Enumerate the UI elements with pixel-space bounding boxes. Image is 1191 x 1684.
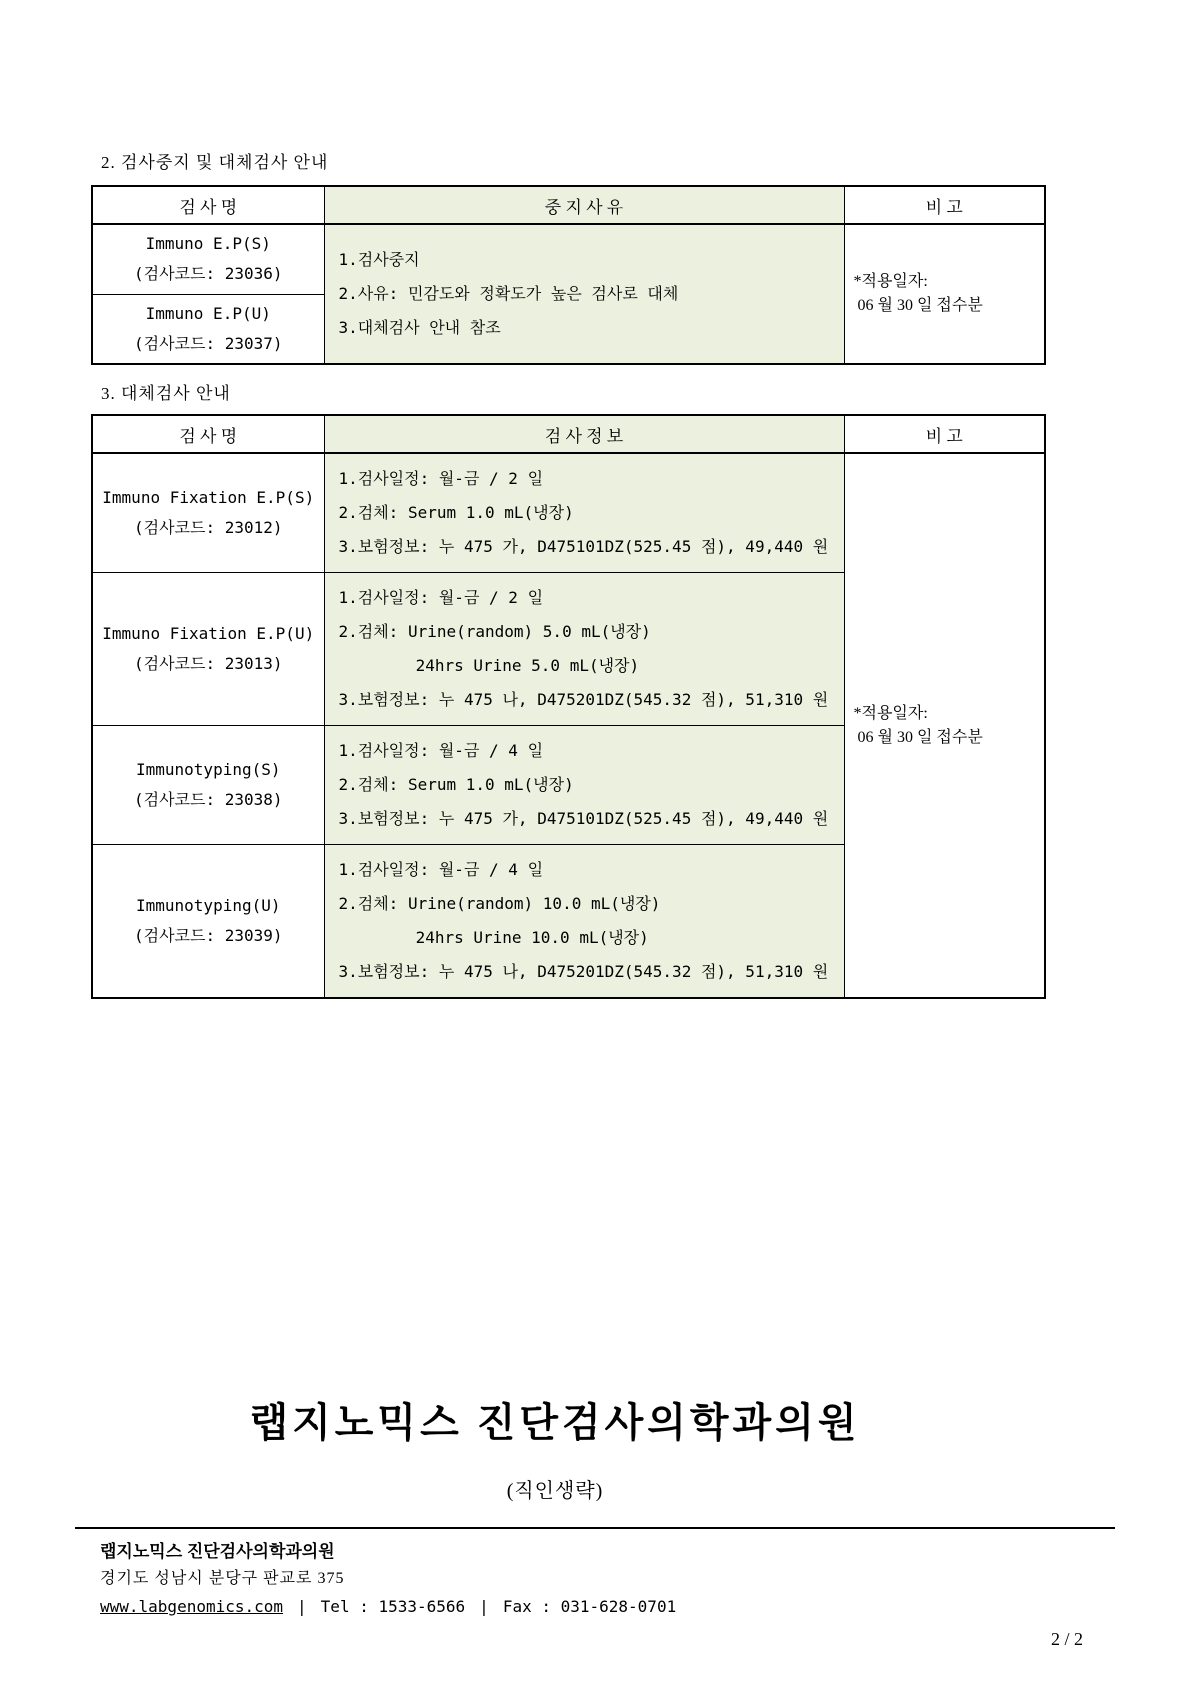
info-line: 24hrs Urine 5.0 mL(냉장) bbox=[338, 656, 640, 675]
note-cell bbox=[844, 453, 1045, 998]
test-name: Immuno Fixation E.P(U) bbox=[102, 624, 315, 643]
footer-address: 경기도 성남시 분당구 판교로 375 bbox=[100, 1570, 345, 1587]
footer-separator: | bbox=[479, 1597, 489, 1616]
test-name-cell bbox=[92, 224, 324, 294]
test-name-cell bbox=[92, 573, 324, 726]
test-name-cell bbox=[92, 845, 324, 999]
test-code: (검사코드: 23037) bbox=[133, 333, 283, 353]
test-code: (검사코드: 23039) bbox=[133, 926, 283, 945]
test-name-cell bbox=[92, 726, 324, 845]
footer-website-link[interactable]: www.labgenomics.com bbox=[100, 1597, 284, 1616]
info-line: 1.검사일정: 월-금 / 2 일 bbox=[338, 469, 544, 488]
footer-separator: | bbox=[297, 1597, 307, 1616]
note-line: *적용일자: bbox=[853, 704, 928, 722]
test-name: Immuno E.P(S) bbox=[145, 234, 271, 254]
test-code: (검사코드: 23012) bbox=[133, 518, 283, 537]
test-info-cell bbox=[324, 453, 844, 573]
footer-divider bbox=[75, 1527, 1115, 1529]
info-line: 1.검사일정: 월-금 / 4 일 bbox=[338, 860, 544, 879]
col-header-note: 비 고 bbox=[844, 186, 1045, 224]
test-info-cell bbox=[324, 845, 844, 999]
test-name: Immuno Fixation E.P(S) bbox=[102, 488, 315, 507]
seal-omitted-note: (직인생략) bbox=[506, 1480, 604, 1502]
test-info-cell bbox=[324, 726, 844, 845]
reason-line: 1.검사중지 bbox=[338, 250, 420, 269]
page-number: 2 / 2 bbox=[1050, 1629, 1083, 1649]
company-signature-name: 랩지노믹스 진단검사의학과의원 bbox=[249, 1400, 861, 1445]
info-line: 2.검체: Urine(random) 10.0 mL(냉장) bbox=[338, 894, 661, 913]
info-line: 1.검사일정: 월-금 / 2 일 bbox=[338, 588, 544, 607]
info-line: 3.보험정보: 누 475 가, D475101DZ(525.45 점), 49,440 원 bbox=[338, 809, 829, 828]
note-cell bbox=[844, 224, 1045, 364]
info-line: 2.검체: Serum 1.0 mL(냉장) bbox=[338, 775, 574, 794]
col-header-test-name: 검 사 명 bbox=[92, 415, 324, 453]
alternative-tests-table bbox=[91, 414, 1046, 999]
note-line: *적용일자: bbox=[853, 273, 928, 290]
note-line: 06 월 30 일 접수분 bbox=[853, 297, 983, 314]
discontinued-tests-table bbox=[91, 185, 1046, 365]
note-line: 06 월 30 일 접수분 bbox=[853, 728, 983, 746]
info-line: 3.보험정보: 누 475 나, D475201DZ(545.32 점), 51,310 원 bbox=[338, 690, 829, 709]
test-name: Immunotyping(U) bbox=[136, 896, 281, 915]
test-name: Immunotyping(S) bbox=[136, 760, 281, 779]
section-2-title: 2. 검사중지 및 대체검사 안내 bbox=[101, 153, 329, 172]
test-name-cell bbox=[92, 294, 324, 364]
info-line: 2.검체: Serum 1.0 mL(냉장) bbox=[338, 503, 574, 522]
col-header-test-name: 검 사 명 bbox=[92, 186, 324, 224]
info-line: 3.보험정보: 누 475 가, D475101DZ(525.45 점), 49,440 원 bbox=[338, 537, 829, 556]
test-code: (검사코드: 23036) bbox=[133, 264, 283, 284]
footer bbox=[100, 1539, 1191, 1621]
reason-line: 3.대체검사 안내 참조 bbox=[338, 318, 501, 337]
table-row bbox=[92, 224, 1045, 294]
info-line: 3.보험정보: 누 475 나, D475201DZ(545.32 점), 51,310 원 bbox=[338, 962, 829, 981]
info-line: 2.검체: Urine(random) 5.0 mL(냉장) bbox=[338, 622, 651, 641]
stop-reason-cell bbox=[324, 224, 844, 364]
test-name-cell bbox=[92, 453, 324, 573]
table-row bbox=[92, 453, 1045, 573]
col-header-stop-reason: 중 지 사 유 bbox=[324, 186, 844, 224]
col-header-note: 비 고 bbox=[844, 415, 1045, 453]
footer-fax: Fax : 031-628-0701 bbox=[502, 1597, 677, 1616]
footer-company-name: 랩지노믹스 진단검사의학과의원 bbox=[100, 1542, 335, 1561]
col-header-test-info: 검 사 정 보 bbox=[324, 415, 844, 453]
test-code: (검사코드: 23038) bbox=[133, 790, 283, 809]
info-line: 24hrs Urine 10.0 mL(냉장) bbox=[338, 928, 649, 947]
reason-line: 2.사유: 민감도와 정확도가 높은 검사로 대체 bbox=[338, 284, 679, 303]
test-code: (검사코드: 23013) bbox=[133, 654, 283, 673]
info-line: 1.검사일정: 월-금 / 4 일 bbox=[338, 741, 544, 760]
test-name: Immuno E.P(U) bbox=[145, 303, 271, 323]
test-info-cell bbox=[324, 573, 844, 726]
footer-tel: Tel : 1533-6566 bbox=[320, 1597, 466, 1616]
section-3-title: 3. 대체검사 안내 bbox=[101, 384, 231, 403]
signature-block bbox=[0, 1399, 1110, 1503]
footer-contact-line bbox=[100, 1593, 1191, 1621]
